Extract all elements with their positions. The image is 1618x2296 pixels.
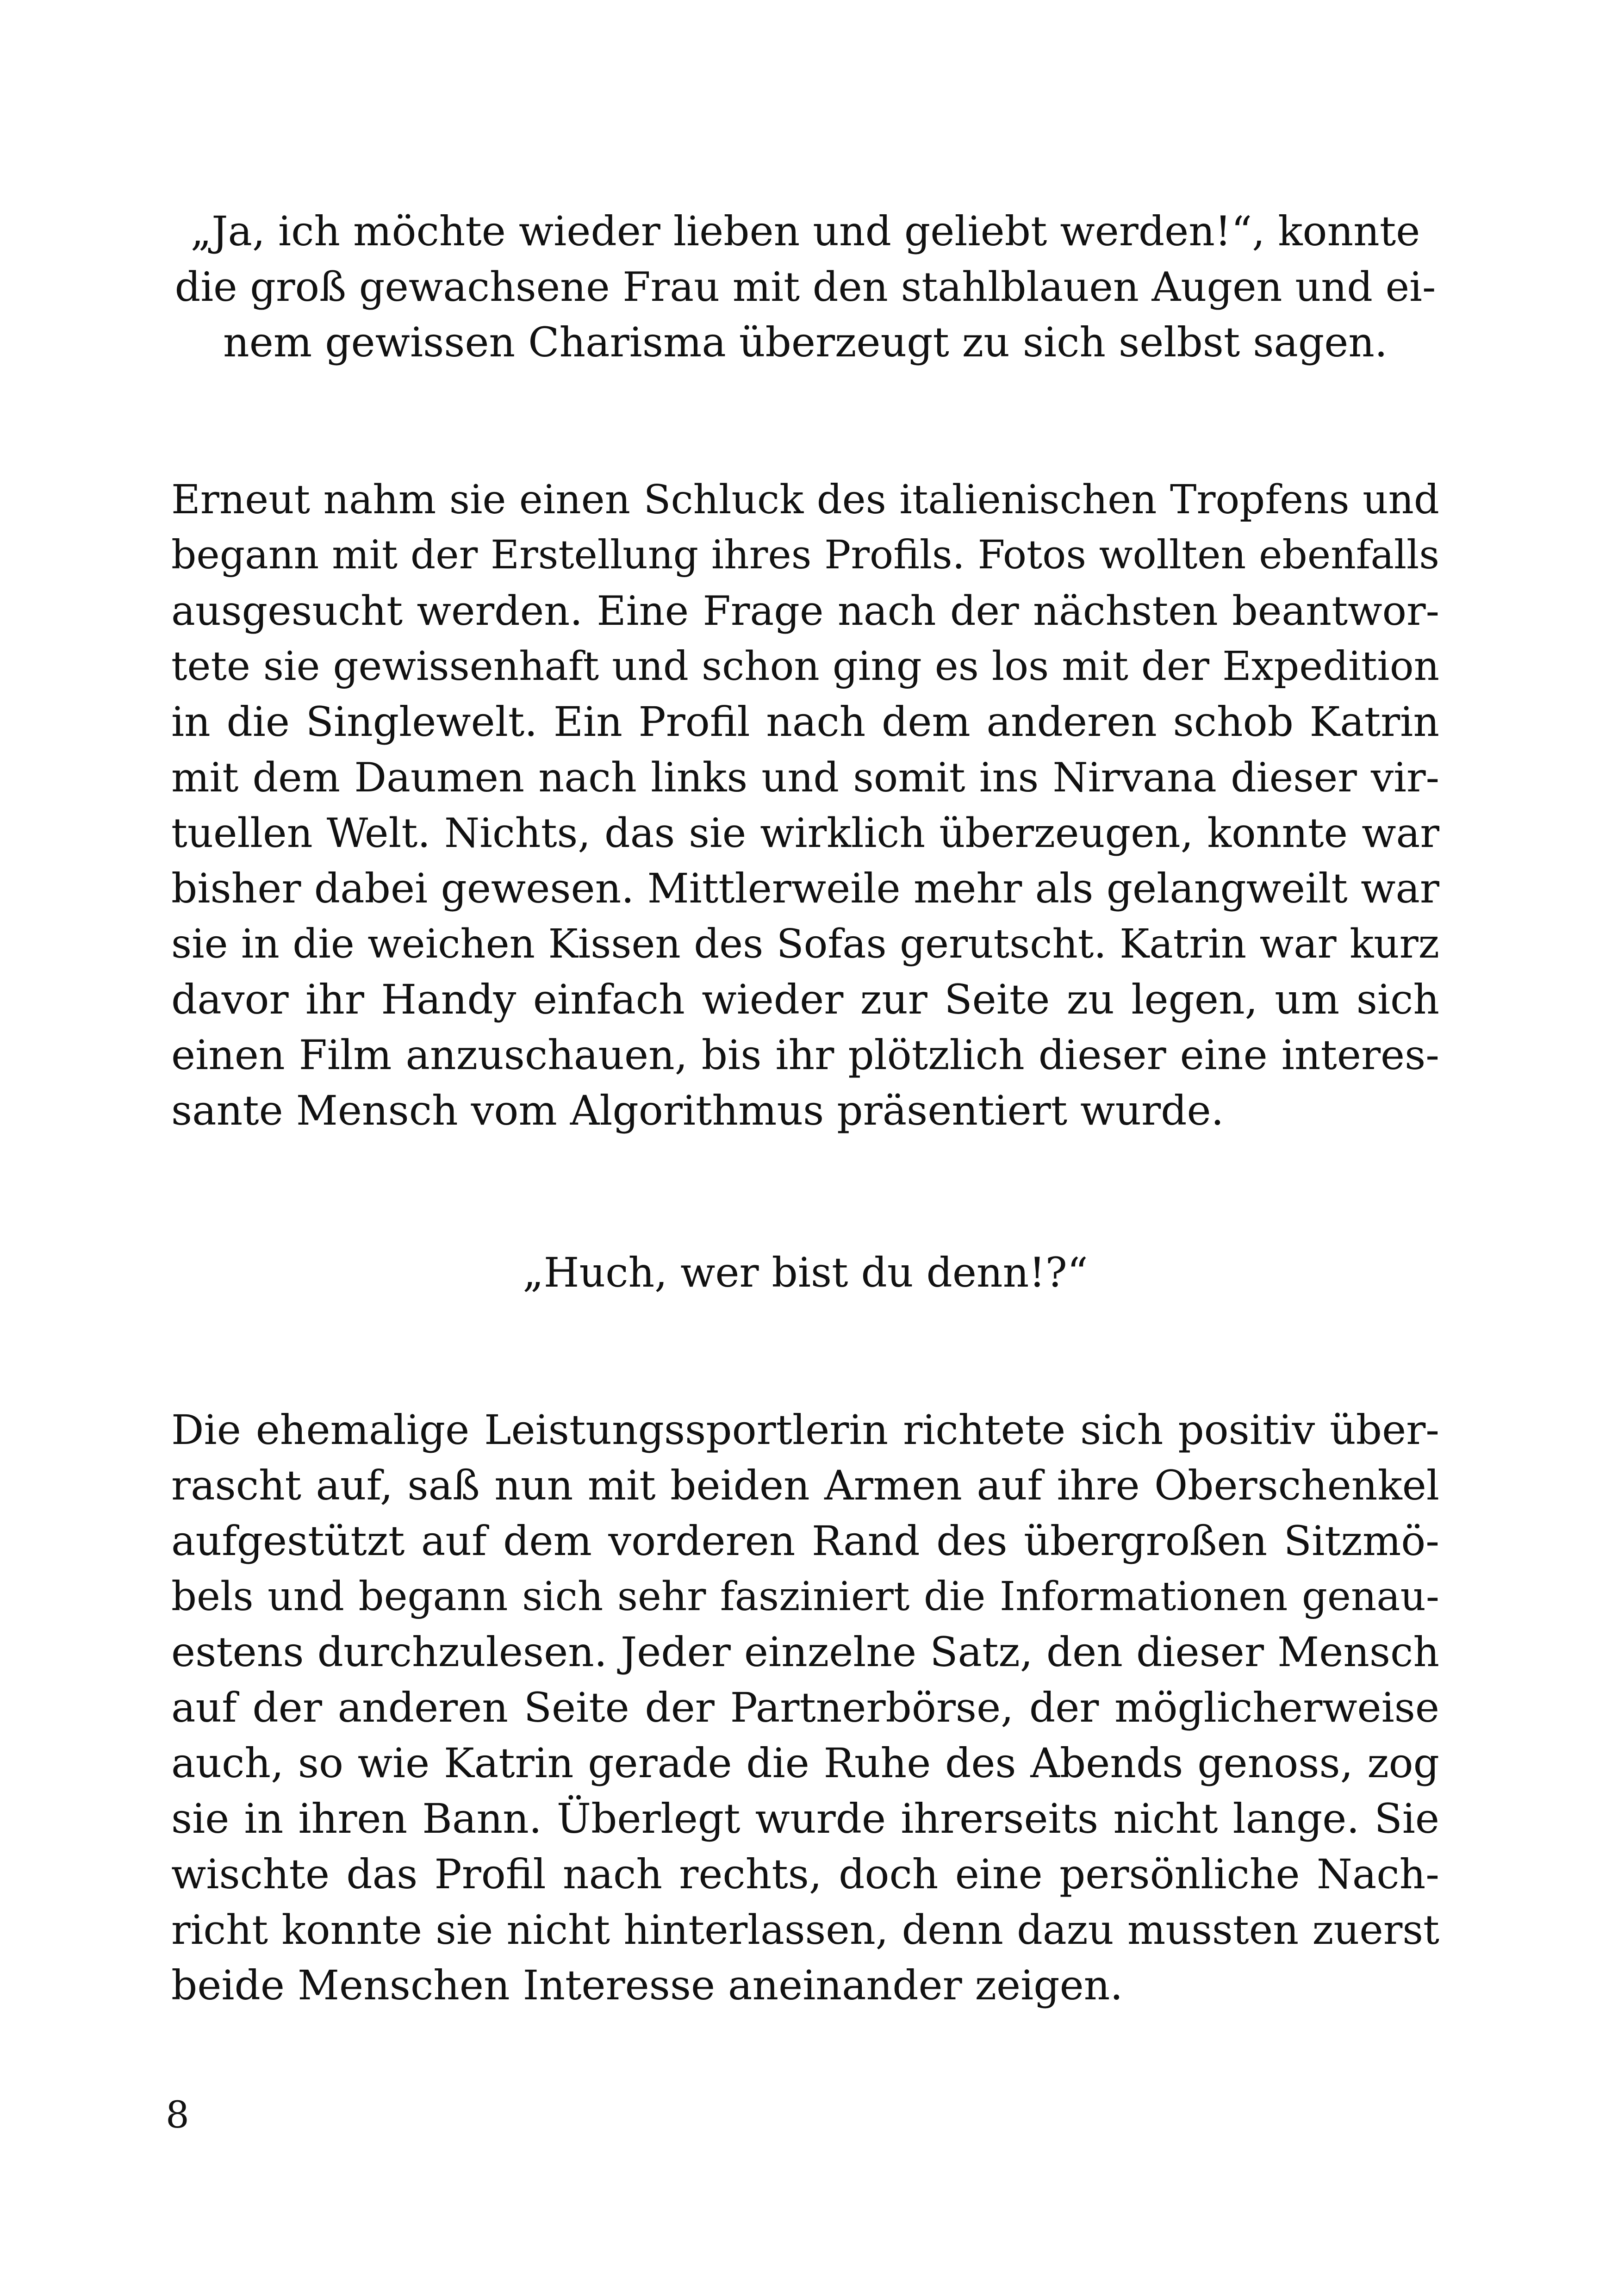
text-line: bisher dabei gewesen. Mittlerweile mehr als gelangweilt war xyxy=(171,865,1439,912)
text-line: auf der anderen Seite der Partnerbörse, der möglicherweise xyxy=(171,1684,1439,1731)
text-line: einen Film anzuschauen, bis ihr plötzlich dieser eine interes- xyxy=(171,1031,1439,1079)
text-line: „Huch, wer bist du denn!?“ xyxy=(523,1249,1088,1296)
text-line: Erneut nahm sie einen Schluck des italienischen Tropfens und xyxy=(171,477,1439,523)
text-line: bels und begann sich sehr fasziniert die Informationen genau- xyxy=(171,1574,1439,1620)
text-line: rascht auf, saß nun mit beiden Armen auf ihre Oberschenkel xyxy=(171,1462,1439,1509)
text-line: richt konnte sie nicht hinterlassen, denn dazu mussten zuerst xyxy=(171,1906,1439,1954)
text-line: beide Menschen Interesse aneinander zeigen. xyxy=(171,1961,1123,2009)
text-line: begann mit der Erstellung ihres Profils. Fotos wollten ebenfalls xyxy=(171,532,1439,578)
text-line: auch, so wie Katrin gerade die Ruhe des Abends genoss, zog xyxy=(171,1739,1439,1787)
text-line: estens durchzulesen. Jeder einzelne Satz, den dieser Mensch xyxy=(171,1628,1439,1676)
text-line: ausgesucht werden. Eine Frage nach der nächsten beantwor- xyxy=(171,587,1439,635)
text-line: in die Singlewelt. Ein Profil nach dem anderen schob Katrin xyxy=(171,698,1439,746)
text-line: davor ihr Handy einfach wieder zur Seite zu legen, um sich xyxy=(171,976,1439,1023)
text-line: tete sie gewissenhaft und schon ging es los mit der Expedition xyxy=(171,643,1439,690)
text-line: wischte das Profil nach rechts, doch eine persönliche Nach- xyxy=(171,1850,1439,1898)
text-line: „Ja, ich möchte wieder lieben und geliebt werden!“, konnte xyxy=(190,207,1420,255)
text-line: nem gewissen Charisma überzeugt zu sich selbst sagen. xyxy=(223,318,1388,366)
text-line: Die ehemalige Leistungssportlerin richtete sich positiv über- xyxy=(171,1406,1439,1454)
text-line: sie in die weichen Kissen des Sofas gerutscht. Katrin war kurz xyxy=(171,921,1439,967)
text-line: tuellen Welt. Nichts, das sie wirklich überzeugen, konnte war xyxy=(171,809,1439,857)
text-line: sante Mensch vom Algorithmus präsentiert wurde. xyxy=(171,1087,1224,1134)
text-line: mit dem Daumen nach links und somit ins Nirvana dieser vir- xyxy=(171,754,1439,801)
text-line: aufgestützt auf dem vorderen Rand des übergroßen Sitzmö- xyxy=(171,1517,1439,1565)
page-number: 8 xyxy=(166,2093,189,2136)
text-line: die groß gewachsene Frau mit den stahlblauen Augen und ei- xyxy=(174,263,1436,311)
text-line: sie in ihren Bann. Überlegt wurde ihrerseits nicht lange. Sie xyxy=(171,1795,1439,1842)
